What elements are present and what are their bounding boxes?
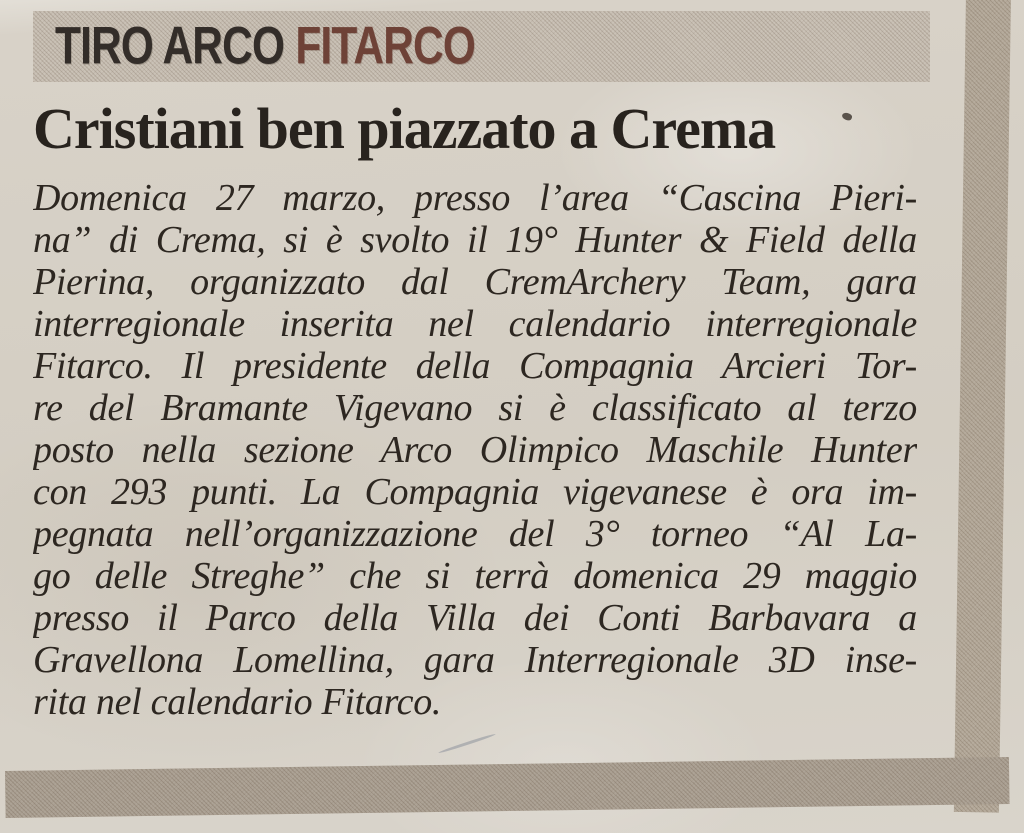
article-line: Pierina, organizzato dal CremArchery Team, gara (33, 261, 917, 303)
article-line: go delle Streghe” che si terrà domenica 29 maggio (33, 555, 917, 597)
article-line: interregionale inserita nel calendario interregionale (33, 303, 917, 345)
bottom-divider-band (5, 757, 1010, 818)
stray-ink-mark (841, 111, 853, 121)
article-line: Fitarco. Il presidente della Compagnia Arcieri Tor- (33, 345, 917, 387)
article-line: re del Bramante Vigevano si è classificato al terzo (33, 387, 917, 429)
article-line: pegnata nell’organizzazione del 3° torneo “Al La- (33, 513, 917, 555)
paper-fiber-mark (438, 733, 496, 754)
article-line: Gravellona Lomellina, gara Interregionale 3D inse- (33, 639, 917, 681)
section-kicker (55, 15, 475, 76)
article-line: rita nel calendario Fitarco. (33, 681, 442, 723)
article-line: presso il Parco della Villa dei Conti Barbavara a (33, 597, 917, 639)
article-line: posto nella sezione Arco Olimpico Maschile Hunter (33, 429, 917, 471)
article-line: na” di Crema, si è svolto il 19° Hunter & Field della (33, 219, 917, 261)
kicker-highlight-label: FITARCO (295, 15, 476, 75)
page-edge-strip (954, 0, 1011, 813)
article-line: Domenica 27 marzo, presso l’area “Cascina Pieri- (33, 177, 917, 219)
article-line: con 293 punti. La Compagnia vigevanese è ora im- (33, 471, 917, 513)
kicker-section-label: TIRO ARCO (55, 15, 285, 75)
section-band (33, 11, 930, 82)
headline: Cristiani ben piazzato a Crema (33, 96, 776, 161)
article-body (33, 177, 917, 723)
